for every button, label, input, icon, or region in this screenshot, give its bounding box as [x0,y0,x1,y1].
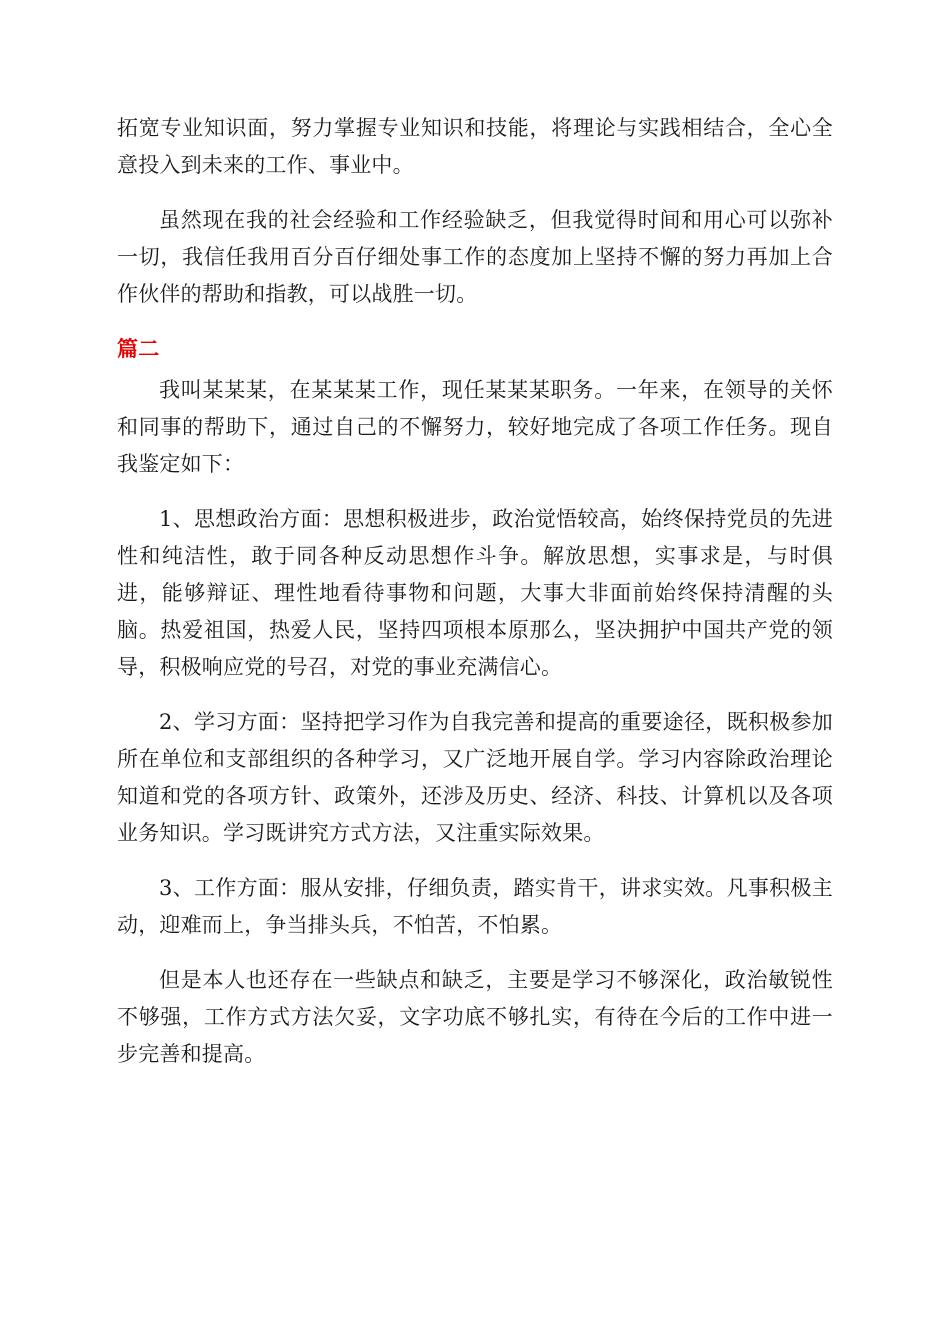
paragraph-6: 3、工作方面：服从安排，仔细负责，踏实肯干，讲求实效。凡事积极主动，迎难而上，争当排头兵，不怕苦，不怕累。 [117,876,833,937]
paragraph-3: 我叫某某某，在某某某工作，现任某某某职务。一年来，在领导的关怀和同事的帮助下，通过自己的不懈努力，较好地完成了各项工作任务。现自我鉴定如下： [117,378,833,476]
paragraph-1: 拓宽专业知识面，努力掌握专业知识和技能，将理论与实践相结合，全心全意投入到未来的工作、事业中。 [117,116,833,177]
document-body [117,110,833,1091]
paragraph-2: 虽然现在我的社会经验和工作经验缺乏，但我觉得时间和用心可以弥补一切，我信任我用百分百仔细处事工作的态度加上坚持不懈的努力再加上合作伙伴的帮助和指教，可以战胜一切。 [117,208,833,306]
paragraph-5: 2、学习方面：坚持把学习作为自我完善和提高的重要途径，既积极参加所在单位和支部组织的各种学习，又广泛地开展自学。学习内容除政治理论知道和党的各项方针、政策外，还涉及历史、经济、科技、计算机以及各项业务知识。学习既讲究方式方法，又注重实际效果。 [117,710,833,845]
section-heading: 篇二 [117,337,160,361]
paragraph-7: 但是本人也还存在一些缺点和缺乏，主要是学习不够深化，政治敏锐性不够强，工作方式方法欠妥，文字功底不够扎实，有待在今后的工作中进一步完善和提高。 [117,968,833,1066]
paragraph-4: 1、思想政治方面：思想积极进步，政治觉悟较高，始终保持党员的先进性和纯洁性，敢于同各种反动思想作斗争。解放思想，实事求是，与时俱进，能够辩证、理性地看待事物和问题，大事大非面前始终保持清醒的头脑。热爱祖国，热爱人民，坚持四项根本原那么，坚决拥护中国共产党的领导，积极响应党的号召，对党的事业充满信心。 [117,507,833,679]
